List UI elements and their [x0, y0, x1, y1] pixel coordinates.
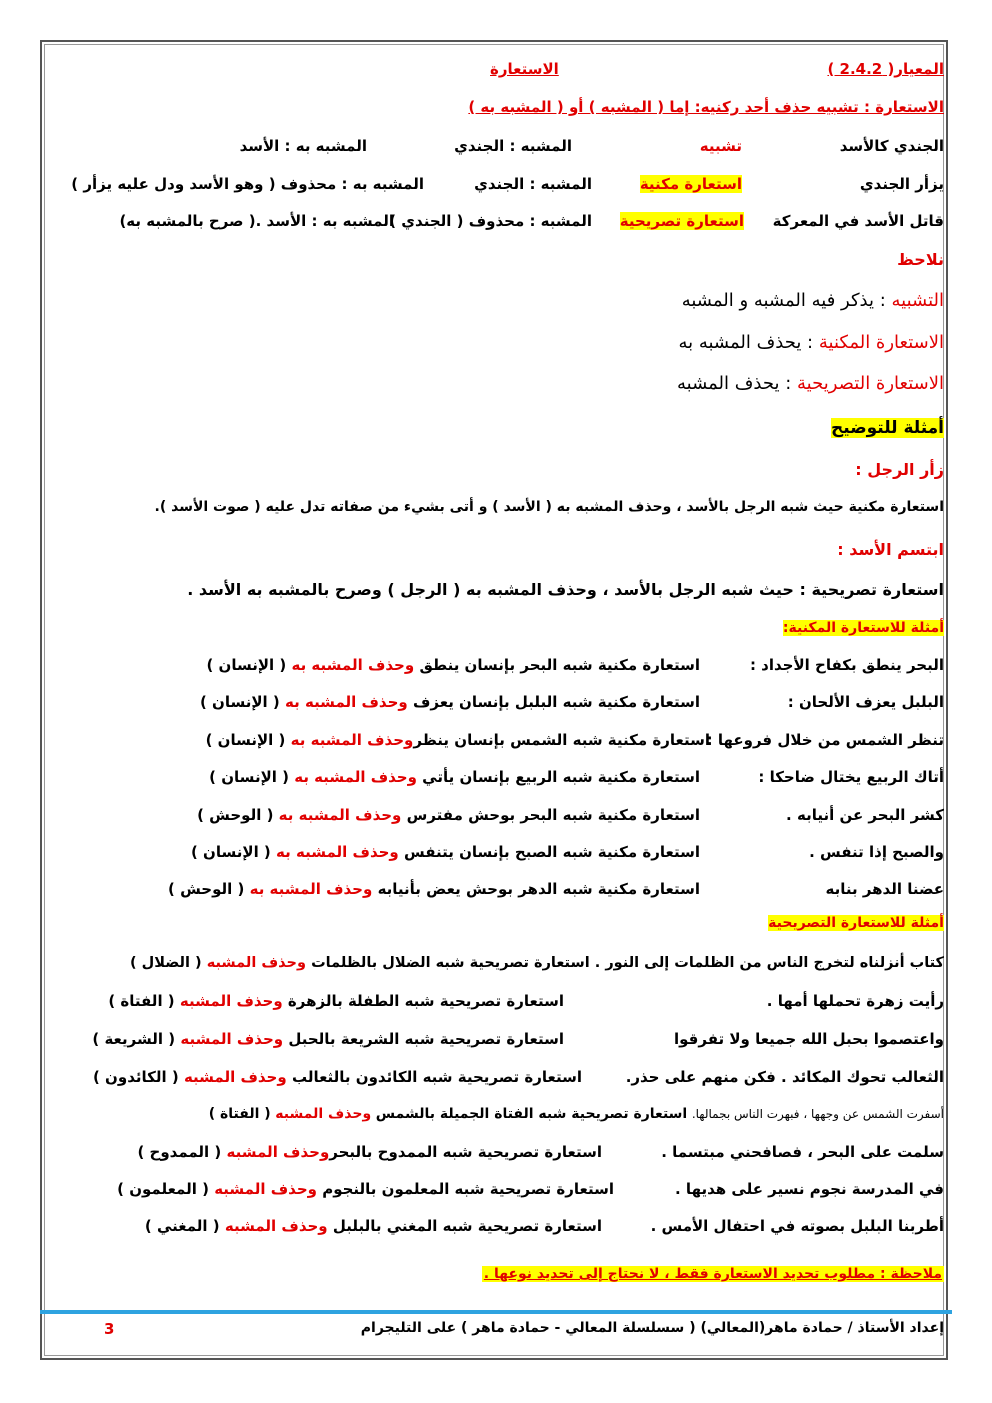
notice-heading: نلاحظ [897, 250, 944, 269]
example-explanation [93, 1068, 582, 1086]
example-sentence: قاتل الأسد في المعركة [772, 212, 944, 230]
example-explanation [137, 1143, 602, 1161]
notice-term: الاستعارة المكنية [818, 332, 944, 353]
example-line [130, 955, 944, 971]
standard-label: المعيار( 2.4.2 ) [827, 60, 944, 78]
object-text: ( الشريعة ) [92, 1030, 176, 1048]
notice-term: التشبيه [891, 290, 944, 311]
example-explanation [206, 731, 710, 749]
page-title: الاستعارة [490, 60, 559, 78]
example-phrase: في المدرسة نجوم نسير على هديها . [675, 1180, 944, 1198]
deletion-text: وحذف المشبه [180, 1030, 284, 1048]
example-explanation [200, 693, 700, 711]
makniya-heading: أمثلة للاستعارة المكنية: [782, 620, 944, 636]
example-explanation [108, 992, 564, 1010]
example-mushabbah-bih: المشبه به : الأسد [239, 137, 367, 155]
deletion-text: وحذف المشبه به [278, 806, 402, 824]
example-explanation [197, 806, 700, 824]
object-text: ( الإنسان ) [209, 768, 289, 786]
deletion-text: وحذف المشبه [214, 1180, 317, 1198]
expl-text: استعارة تصريحية شبه الكائدون بالثعالب [291, 1068, 582, 1086]
example-phrase: الثعالب تحوك المكائد . فكن منهم على حذر. [625, 1068, 944, 1086]
example-phrase: تنظر الشمس من خلال فروعها : [706, 731, 944, 749]
object-text: ( الفتاة ) [108, 992, 175, 1010]
expl-text: استعارة مكنية شبه البحر بإنسان ينطق [419, 656, 700, 674]
object-text: ( الكائدون ) [92, 1068, 179, 1086]
example-explanation [191, 843, 700, 861]
example-phrase: سلمت على البحر ، فصافحني مبتسما . [661, 1143, 944, 1161]
final-note: ملاحظة : مطلوب تحديد الاستعارة فقط ، لا نحتاج إلى تحديد نوعها . [483, 1266, 942, 1282]
example-type: تشبيه [699, 137, 742, 155]
object-text: ( الإنسان ) [206, 656, 287, 674]
illustration-ex2-text: استعارة تصريحية : حيث شبه الرجل بالأسد ، وحذف المشبه به ( الرجل ) وصرح بالمشبه به الأسد . [187, 580, 944, 599]
expl-text: استعارة مكنية شبه البلبل بإنسان يعزف [412, 693, 700, 711]
expl-text: استعارة مكنية شبه الدهر بوحش يعض بأنيابه [377, 880, 700, 898]
deletion-text: وحذف المشبه [275, 1106, 372, 1122]
example-phrase: أتاك الربيع يختال ضاحكا : [758, 768, 944, 786]
expl-text: استعارة تصريحية شبه الطفلة بالزهرة [287, 992, 564, 1010]
deletion-text: وحذف المشبه [226, 1143, 330, 1161]
notice-desc: : يحذف المشبه [677, 373, 792, 394]
object-text: ( الممدوح ) [137, 1143, 222, 1161]
expl-text: استعارة مكنية شبه الصبح بإنسان يتنفس [403, 843, 700, 861]
example-line [209, 1106, 944, 1122]
example-explanation [206, 656, 700, 674]
example-sentence: يزأر الجندي [859, 175, 944, 193]
expl-text: استعارة تصريحية شبه الضلال بالظلمات [311, 955, 590, 971]
illustration-heading: أمثلة للتوضيح [831, 418, 944, 438]
object-text: ( الإنسان ) [199, 693, 280, 711]
deletion-text: وحذف المشبه به [285, 693, 408, 711]
expl-text: استعارة مكنية شبه البحر بوحش مفترس [406, 806, 700, 824]
object-text: ( الفتاة ) [208, 1106, 271, 1122]
object-text: ( الإنسان ) [190, 843, 271, 861]
example-mushabbah-bih: المشبه به : محذوف ( وهو الأسد ودل عليه يزأر ) [71, 175, 424, 193]
footer-credit: إعداد الأستاذ / حمادة ماهر(المعالي) ( سسلسلة المعالي - حمادة ماهر ) على التليجرام [360, 1320, 944, 1336]
object-text: ( الوحش ) [168, 880, 245, 898]
definition-line: الاستعارة : تشبيه حذف أحد ركنيه: إما ( المشبه ) أو ( المشبه به ) [468, 98, 944, 116]
deletion-text: وحذف المشبه [206, 955, 307, 971]
tasrihiya-heading: أمثلة للاستعارة التصريحية [768, 915, 944, 931]
deletion-text: وحذف المشبه به [294, 768, 417, 786]
deletion-text: وحذف المشبه [179, 992, 283, 1010]
example-explanation [145, 1217, 602, 1235]
object-text: ( المعلمون ) [117, 1180, 209, 1198]
example-phrase: والصبح إذا تنفس . [809, 843, 944, 861]
notice-term: الاستعارة التصريحية [797, 373, 944, 394]
notice-item [682, 290, 944, 311]
example-explanation [92, 1030, 564, 1048]
example-mushabbah: المشبه : الجندي [454, 137, 572, 155]
example-phrase: واعتصموا بحبل الله جميعا ولا تفرقوا [674, 1030, 944, 1048]
deletion-text: وحذف المشبه به [276, 843, 399, 861]
deletion-text: وحذف المشبه به [290, 731, 414, 749]
example-phrase: كشر البحر عن أنيابه . [786, 806, 944, 824]
notice-item [677, 373, 944, 394]
illustration-ex1-text: استعارة مكنية حيث شبه الرجل بالأسد ، وحذف المشبه به ( الأسد ) و أتى بشيء من صفاته تدل عليه ( صوت الأسد ). [154, 499, 944, 515]
example-type: استعارة مكنية [639, 175, 742, 193]
example-phrase: أسفرت الشمس عن وجهها ، فبهرت الناس بجمالها. [691, 1107, 944, 1121]
deletion-text: وحذف المشبه به [291, 656, 415, 674]
footer-divider [40, 1310, 952, 1314]
object-text: ( الوحش ) [197, 806, 274, 824]
example-phrase: عضنا الدهر بنابه [825, 880, 944, 898]
notice-desc: : يذكر فيه المشبه و المشبه [681, 290, 886, 311]
example-explanation [209, 768, 700, 786]
example-sentence: الجندي كالأسد [839, 137, 944, 155]
example-phrase: رأيت زهرة تحملها أمها . [766, 992, 944, 1010]
expl-text: استعارة تصريحية شبه المغني بالبلبل [332, 1217, 602, 1235]
example-explanation [168, 880, 700, 898]
deletion-text: وحذف المشبه [224, 1217, 328, 1235]
expl-text: استعارة تصريحية شبه الممدوح بالبحر [329, 1143, 602, 1161]
page-number: 3 [104, 1320, 115, 1338]
expl-text: استعارة تصريحية شبه الفتاة الجميلة بالشمس [375, 1106, 688, 1122]
example-type: استعارة تصريحية [619, 212, 744, 230]
example-mushabbah-bih: المشبه به : الأسد .( صرح بالمشبه به) [119, 212, 394, 230]
deletion-text: وحذف المشبه به [249, 880, 373, 898]
example-phrase: كتاب أنزلناه لتخرج الناس من الظلمات إلى النور . [594, 955, 944, 971]
object-text: ( الضلال ) [129, 955, 202, 971]
example-phrase: البلبل يعزف الألحان : [787, 693, 944, 711]
notice-desc: : يحذف المشبه به [678, 332, 814, 353]
deletion-text: وحذف المشبه [183, 1068, 287, 1086]
illustration-ex2-title: ابتسم الأسد : [837, 540, 944, 559]
illustration-ex1-title: زأر الرجل : [855, 460, 944, 479]
object-text: ( المغني ) [144, 1217, 220, 1235]
example-mushabbah: المشبه : محذوف ( الجندي ) [389, 212, 592, 230]
expl-text: استعارة مكنية شبه الشمس بإنسان ينظر [413, 731, 710, 749]
object-text: ( الإنسان ) [205, 731, 286, 749]
example-mushabbah: المشبه : الجندي [474, 175, 592, 193]
example-explanation [117, 1180, 614, 1198]
expl-text: استعارة تصريحية شبه الشريعة بالحبل [288, 1030, 564, 1048]
example-phrase: أطربنا البلبل بصوته في احتفال الأمس . [650, 1217, 944, 1235]
expl-text: استعارة مكنية شبه الربيع بإنسان يأتي [422, 768, 700, 786]
example-phrase: البحر ينطق بكفاح الأجداد : [749, 656, 944, 674]
expl-text: استعارة تصريحية شبه المعلمون بالنجوم [322, 1180, 614, 1198]
notice-item [678, 332, 944, 353]
